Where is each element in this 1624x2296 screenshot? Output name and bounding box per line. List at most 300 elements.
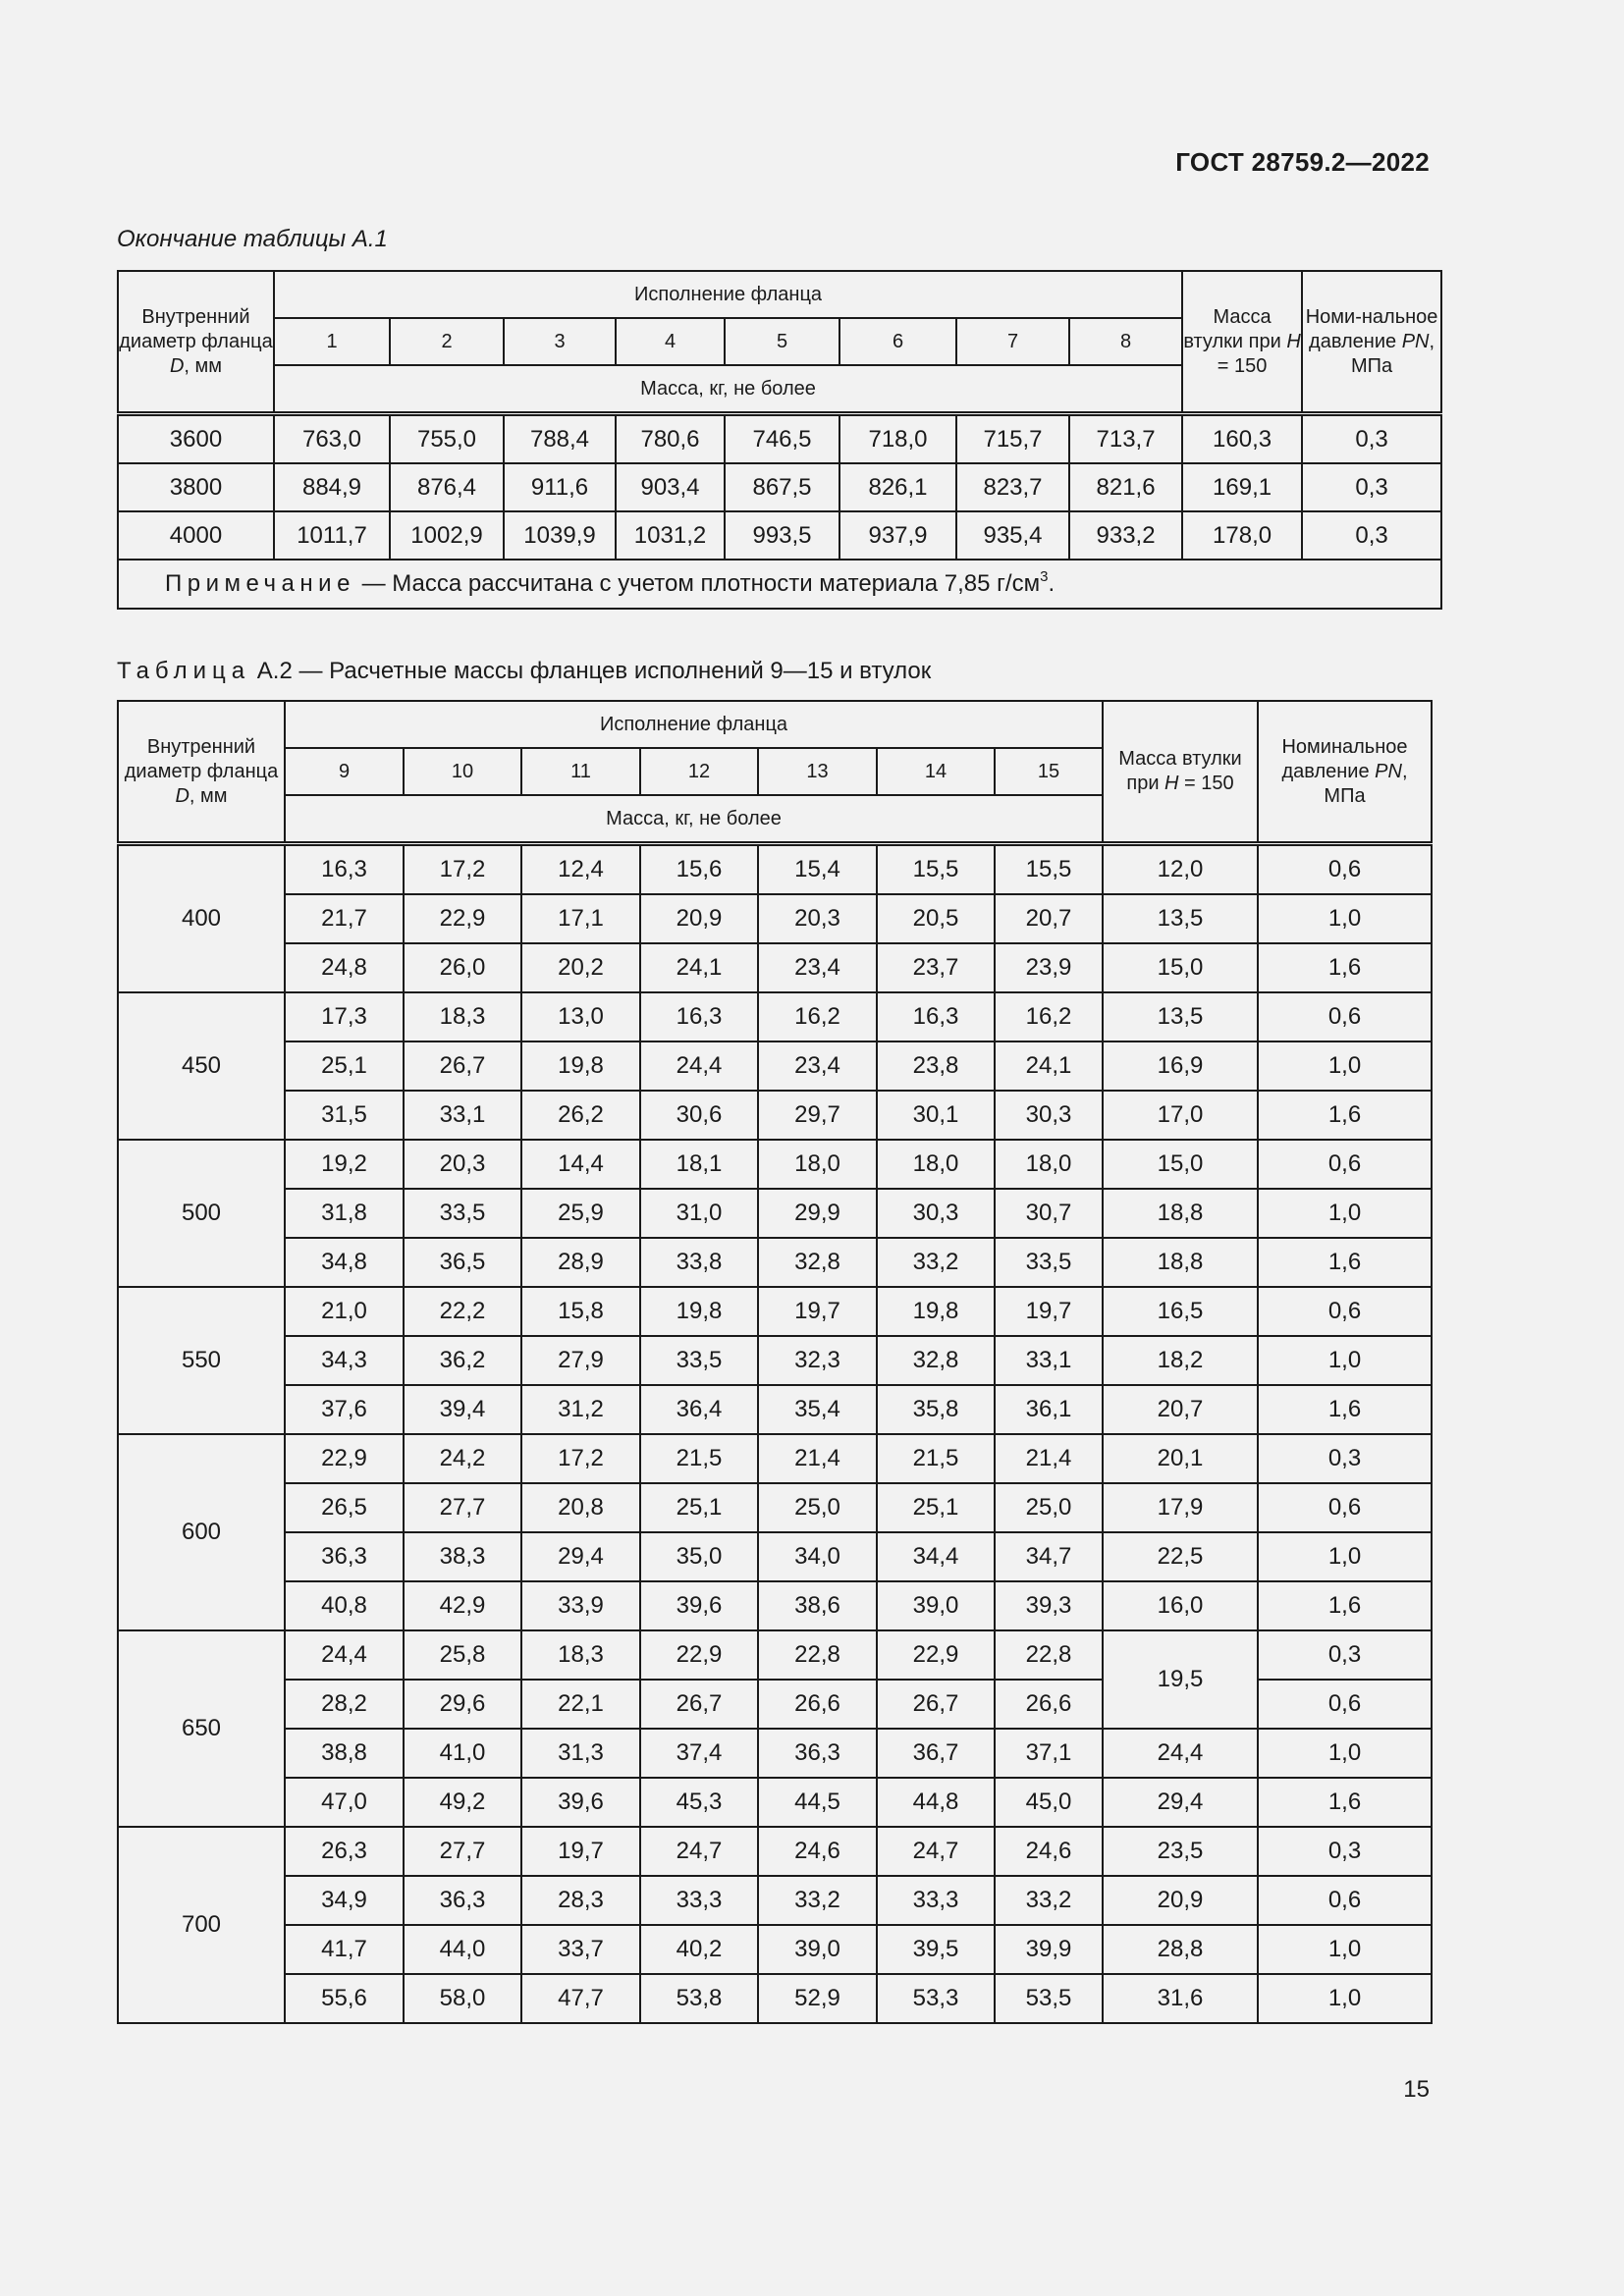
bush-mass-cell: 12,0 [1103,844,1258,895]
table-cell: 34,3 [285,1336,404,1385]
table-cell: 33,2 [758,1876,877,1925]
table-row [118,1189,1432,1238]
bush-mass-cell: 22,5 [1103,1532,1258,1581]
table-cell: 26,0 [404,943,521,992]
pressure-cell: 0,6 [1258,1876,1432,1925]
table-cell: 36,3 [404,1876,521,1925]
table-cell: 33,3 [877,1876,995,1925]
table-cell: 37,1 [995,1729,1103,1778]
table-cell: 15,5 [995,844,1103,895]
table-row [118,992,1432,1041]
table-cell: 30,3 [877,1189,995,1238]
table-cell: 25,0 [758,1483,877,1532]
table-cell: 23,8 [877,1041,995,1091]
table-cell: 39,3 [995,1581,1103,1630]
col-header-exec-13: 13 [758,748,877,795]
page-number: 15 [1403,2076,1430,2103]
table-cell: 21,0 [285,1287,404,1336]
table-cell: 20,3 [404,1140,521,1189]
bush-mass-cell: 18,2 [1103,1336,1258,1385]
table-cell: 22,8 [995,1630,1103,1680]
diameter-cell: 4000 [118,511,274,560]
table-cell: 25,0 [995,1483,1103,1532]
pressure-cell: 1,0 [1258,894,1432,943]
table-cell: 39,6 [640,1581,758,1630]
pressure-cell: 1,0 [1258,1189,1432,1238]
diameter-cell: 500 [118,1140,285,1287]
table-cell: 713,7 [1069,414,1182,464]
table-cell: 21,5 [640,1434,758,1483]
table-cell: 39,4 [404,1385,521,1434]
table-cell: 33,7 [521,1925,640,1974]
table-cell: 788,4 [504,414,616,464]
bush-mass-cell: 16,9 [1103,1041,1258,1091]
bush-mass-cell: 15,0 [1103,1140,1258,1189]
table-cell: 28,3 [521,1876,640,1925]
table-row [118,894,1432,943]
pressure-cell: 1,0 [1258,1336,1432,1385]
table-cell: 27,7 [404,1483,521,1532]
table-cell: 19,2 [285,1140,404,1189]
pressure-cell: 0,6 [1258,844,1432,895]
table-cell: 36,7 [877,1729,995,1778]
pressure-cell: 1,0 [1258,1925,1432,1974]
table-cell: 937,9 [839,511,956,560]
table-cell: 1039,9 [504,511,616,560]
bush-mass-cell: 20,1 [1103,1434,1258,1483]
table-cell: 33,2 [877,1238,995,1287]
table-cell: 26,6 [758,1680,877,1729]
table-cell: 32,8 [877,1336,995,1385]
table-cell: 21,5 [877,1434,995,1483]
table-cell: 19,8 [877,1287,995,1336]
table-cell: 38,8 [285,1729,404,1778]
table-cell: 12,4 [521,844,640,895]
table-cell: 36,3 [285,1532,404,1581]
table-cell: 903,4 [616,463,725,511]
table-cell: 867,5 [725,463,839,511]
table-row [118,463,1441,511]
table-cell: 19,7 [521,1827,640,1876]
pressure-cell: 0,6 [1258,1140,1432,1189]
table-cell: 780,6 [616,414,725,464]
table-cell: 16,3 [285,844,404,895]
table-cell: 33,5 [995,1238,1103,1287]
bush-mass-cell: 29,4 [1103,1778,1258,1827]
table-cell: 58,0 [404,1974,521,2023]
table-cell: 27,9 [521,1336,640,1385]
table-cell: 22,9 [640,1630,758,1680]
table-cell: 17,1 [521,894,640,943]
table-row [118,1238,1432,1287]
table-cell: 23,7 [877,943,995,992]
table-cell: 20,9 [640,894,758,943]
table-cell: 20,7 [995,894,1103,943]
table-cell: 18,3 [521,1630,640,1680]
table-cell: 49,2 [404,1778,521,1827]
table-cell: 160,3 [1182,414,1302,464]
table-cell: 30,3 [995,1091,1103,1140]
table-cell: 30,1 [877,1091,995,1140]
table-row [118,1091,1432,1140]
col-header-inner-diameter: Внутренний диаметр фланца D, мм [118,271,274,414]
table-cell: 27,7 [404,1827,521,1876]
table-cell: 33,9 [521,1581,640,1630]
diameter-cell: 600 [118,1434,285,1630]
table-cell: 718,0 [839,414,956,464]
table-cell: 24,1 [995,1041,1103,1091]
table-cell: 36,5 [404,1238,521,1287]
table-cell: 39,0 [877,1581,995,1630]
table-cell: 39,6 [521,1778,640,1827]
table-row [118,1729,1432,1778]
diameter-cell: 3600 [118,414,274,464]
table-cell: 31,5 [285,1091,404,1140]
table-cell: 18,0 [877,1140,995,1189]
table-cell: 15,8 [521,1287,640,1336]
pressure-cell: 1,0 [1258,1974,1432,2023]
table-cell: 15,5 [877,844,995,895]
pressure-cell: 0,3 [1258,1630,1432,1680]
table-cell: 16,3 [640,992,758,1041]
table-row [118,1287,1432,1336]
table-cell: 34,8 [285,1238,404,1287]
table-cell: 15,4 [758,844,877,895]
table-cell: 39,0 [758,1925,877,1974]
table-cell: 44,5 [758,1778,877,1827]
table-cell: 39,9 [995,1925,1103,1974]
pressure-cell: 0,3 [1258,1434,1432,1483]
table-cell: 44,0 [404,1925,521,1974]
table-cell: 34,0 [758,1532,877,1581]
table-cell: 23,4 [758,1041,877,1091]
table-cell: 37,6 [285,1385,404,1434]
table-cell: 19,7 [995,1287,1103,1336]
table-cell: 33,1 [404,1091,521,1140]
table-cell: 169,1 [1182,463,1302,511]
table-cell: 32,3 [758,1336,877,1385]
table-cell: 41,0 [404,1729,521,1778]
table-cell: 19,7 [758,1287,877,1336]
bush-mass-cell: 31,6 [1103,1974,1258,2023]
table-cell: 24,6 [995,1827,1103,1876]
table-cell: 13,0 [521,992,640,1041]
table-cell: 22,9 [404,894,521,943]
table-cell: 0,3 [1302,463,1441,511]
table-cell: 36,4 [640,1385,758,1434]
table-cell: 0,3 [1302,414,1441,464]
table-cell: 52,9 [758,1974,877,2023]
table-cell: 33,3 [640,1876,758,1925]
table-cell: 826,1 [839,463,956,511]
col-header-bush-mass: Масса втулки при H = 150 [1182,271,1302,414]
diameter-cell: 700 [118,1827,285,2023]
table-row [118,1925,1432,1974]
pressure-cell: 1,0 [1258,1729,1432,1778]
pressure-cell: 1,6 [1258,1581,1432,1630]
table-row [118,1385,1432,1434]
table-cell: 17,2 [404,844,521,895]
table1-caption: Окончание таблицы А.1 [117,226,388,252]
table-note: Примечание — Масса рассчитана с учетом плотности материала 7,85 $г/см^3$. [118,560,1441,609]
pressure-cell: 1,0 [1258,1532,1432,1581]
col-header-nominal-pressure: Номинальное давление PN, МПа [1258,701,1432,844]
col-header-inner-diameter: Внутренний диаметр фланца D, мм [118,701,285,844]
table-cell: 25,9 [521,1189,640,1238]
table-cell: 26,7 [877,1680,995,1729]
table-cell: 30,7 [995,1189,1103,1238]
table-cell: 25,1 [285,1041,404,1091]
table-cell: 178,0 [1182,511,1302,560]
table-cell: 19,8 [521,1041,640,1091]
col-header-exec-10: 10 [404,748,521,795]
table-cell: 876,4 [390,463,504,511]
table-row [118,1974,1432,2023]
col-header-exec-4: 4 [616,318,725,365]
table-cell: 38,6 [758,1581,877,1630]
table-cell: 763,0 [274,414,390,464]
table-row [118,414,1441,464]
table-cell: 823,7 [956,463,1069,511]
col-header-exec-8: 8 [1069,318,1182,365]
table-cell: 24,2 [404,1434,521,1483]
bush-mass-cell: 16,5 [1103,1287,1258,1336]
col-header-exec-12: 12 [640,748,758,795]
table-cell: 821,6 [1069,463,1182,511]
table-row [118,511,1441,560]
table-a2 [117,700,1433,2024]
table2-caption: Таблица А.2 — Расчетные массы фланцев исполнений 9—15 и втулок [117,658,932,684]
table-cell: 16,3 [877,992,995,1041]
diameter-cell: 400 [118,844,285,993]
table-cell: 30,6 [640,1091,758,1140]
table-cell: 33,1 [995,1336,1103,1385]
table-cell: 40,2 [640,1925,758,1974]
table-cell: 24,7 [877,1827,995,1876]
table-row [118,1630,1432,1680]
pressure-cell: 1,6 [1258,1385,1432,1434]
table-cell: 36,2 [404,1336,521,1385]
bush-mass-cell: 13,5 [1103,894,1258,943]
table-cell: 31,3 [521,1729,640,1778]
table-cell: 33,5 [404,1189,521,1238]
table-cell: 34,9 [285,1876,404,1925]
table-cell: 47,7 [521,1974,640,2023]
document-code: ГОСТ 28759.2—2022 [1175,147,1430,177]
table-cell: 18,1 [640,1140,758,1189]
table-cell: 21,7 [285,894,404,943]
diameter-cell: 3800 [118,463,274,511]
bush-mass-cell: 20,9 [1103,1876,1258,1925]
bush-mass-cell: 16,0 [1103,1581,1258,1630]
bush-mass-cell: 18,8 [1103,1189,1258,1238]
pressure-cell: 0,6 [1258,992,1432,1041]
table-cell: 0,3 [1302,511,1441,560]
table-cell: 33,2 [995,1876,1103,1925]
col-header-exec-3: 3 [504,318,616,365]
table-cell: 20,2 [521,943,640,992]
table-cell: 40,8 [285,1581,404,1630]
pressure-cell: 1,6 [1258,1238,1432,1287]
pressure-cell: 0,6 [1258,1680,1432,1729]
diameter-cell: 450 [118,992,285,1140]
pressure-cell: 1,6 [1258,943,1432,992]
col-header-exec-7: 7 [956,318,1069,365]
col-header-bush-mass: Масса втулки при H = 150 [1103,701,1258,844]
table-cell: 31,2 [521,1385,640,1434]
table-cell: 22,8 [758,1630,877,1680]
table-cell: 35,0 [640,1532,758,1581]
table-cell: 993,5 [725,511,839,560]
table-cell: 33,8 [640,1238,758,1287]
table-cell: 26,2 [521,1091,640,1140]
table-cell: 22,1 [521,1680,640,1729]
table-cell: 20,5 [877,894,995,943]
table-cell: 933,2 [1069,511,1182,560]
table-row [118,1140,1432,1189]
table-cell: 935,4 [956,511,1069,560]
table-cell: 1002,9 [390,511,504,560]
table-row [118,1041,1432,1091]
table-cell: 715,7 [956,414,1069,464]
table-cell: 31,0 [640,1189,758,1238]
table-cell: 16,2 [758,992,877,1041]
table-cell: 19,8 [640,1287,758,1336]
table-cell: 31,8 [285,1189,404,1238]
table-cell: 21,4 [758,1434,877,1483]
pressure-cell: 1,0 [1258,1041,1432,1091]
table-cell: 42,9 [404,1581,521,1630]
col-header-exec-11: 11 [521,748,640,795]
col-header-mass-limit: Масса, кг, не более [285,795,1103,844]
table-cell: 25,1 [877,1483,995,1532]
table-row [118,1483,1432,1532]
table-cell: 25,1 [640,1483,758,1532]
table-cell: 45,0 [995,1778,1103,1827]
table-cell: 28,9 [521,1238,640,1287]
table-cell: 755,0 [390,414,504,464]
col-header-exec-2: 2 [390,318,504,365]
col-header-exec-5: 5 [725,318,839,365]
table-cell: 24,4 [285,1630,404,1680]
table-cell: 17,2 [521,1434,640,1483]
table-row [118,1876,1432,1925]
pressure-cell: 1,6 [1258,1778,1432,1827]
table-cell: 16,2 [995,992,1103,1041]
table-row [118,1778,1432,1827]
col-header-execution: Исполнение фланца [274,271,1182,318]
table-cell: 28,2 [285,1680,404,1729]
table-row [118,1532,1432,1581]
table-cell: 34,7 [995,1532,1103,1581]
table-cell: 24,4 [640,1041,758,1091]
table-row [118,1581,1432,1630]
col-header-exec-14: 14 [877,748,995,795]
table-cell: 38,3 [404,1532,521,1581]
table-cell: 26,3 [285,1827,404,1876]
table-cell: 14,4 [521,1140,640,1189]
table-row [118,844,1432,895]
table-cell: 32,8 [758,1238,877,1287]
table-cell: 884,9 [274,463,390,511]
table-cell: 37,4 [640,1729,758,1778]
table-cell: 33,5 [640,1336,758,1385]
bush-mass-cell: 23,5 [1103,1827,1258,1876]
pressure-cell: 1,6 [1258,1091,1432,1140]
table-cell: 18,0 [995,1140,1103,1189]
pressure-cell: 0,3 [1258,1827,1432,1876]
table-cell: 29,6 [404,1680,521,1729]
col-header-exec-9: 9 [285,748,404,795]
bush-mass-cell: 20,7 [1103,1385,1258,1434]
bush-mass-cell: 28,8 [1103,1925,1258,1974]
table-cell: 23,4 [758,943,877,992]
table-cell: 20,3 [758,894,877,943]
table-cell: 53,3 [877,1974,995,2023]
col-header-exec-1: 1 [274,318,390,365]
table-row [118,1827,1432,1876]
table-a1-end [117,270,1442,610]
table-cell: 26,6 [995,1680,1103,1729]
diameter-cell: 550 [118,1287,285,1434]
bush-mass-cell: 17,0 [1103,1091,1258,1140]
table-cell: 17,3 [285,992,404,1041]
table-cell: 36,1 [995,1385,1103,1434]
table-cell: 26,7 [404,1041,521,1091]
table-cell: 18,0 [758,1140,877,1189]
table-cell: 746,5 [725,414,839,464]
pressure-cell: 0,6 [1258,1287,1432,1336]
table-cell: 35,8 [877,1385,995,1434]
table-cell: 22,9 [877,1630,995,1680]
table-cell: 34,4 [877,1532,995,1581]
bush-mass-cell: 17,9 [1103,1483,1258,1532]
table-cell: 24,6 [758,1827,877,1876]
table-cell: 23,9 [995,943,1103,992]
table-cell: 39,5 [877,1925,995,1974]
pressure-cell: 0,6 [1258,1483,1432,1532]
table-cell: 41,7 [285,1925,404,1974]
table-cell: 15,6 [640,844,758,895]
table-cell: 53,8 [640,1974,758,2023]
col-header-mass-limit: Масса, кг, не более [274,365,1182,414]
table-cell: 1031,2 [616,511,725,560]
table-cell: 44,8 [877,1778,995,1827]
table-cell: 911,6 [504,463,616,511]
col-header-execution: Исполнение фланца [285,701,1103,748]
table-cell: 29,4 [521,1532,640,1581]
table-cell: 55,6 [285,1974,404,2023]
table-row [118,943,1432,992]
table-cell: 29,7 [758,1091,877,1140]
table-cell: 47,0 [285,1778,404,1827]
table-cell: 24,7 [640,1827,758,1876]
table-cell: 29,9 [758,1189,877,1238]
table-cell: 18,3 [404,992,521,1041]
col-header-exec-15: 15 [995,748,1103,795]
col-header-exec-6: 6 [839,318,956,365]
table-cell: 26,5 [285,1483,404,1532]
bush-mass-cell: 18,8 [1103,1238,1258,1287]
col-header-nominal-pressure: Номи-нальное давление PN, МПа [1302,271,1441,414]
table-cell: 24,8 [285,943,404,992]
bush-mass-cell: 19,5 [1103,1630,1258,1729]
table-cell: 21,4 [995,1434,1103,1483]
table-cell: 26,7 [640,1680,758,1729]
table-cell: 25,8 [404,1630,521,1680]
table-cell: 35,4 [758,1385,877,1434]
bush-mass-cell: 24,4 [1103,1729,1258,1778]
